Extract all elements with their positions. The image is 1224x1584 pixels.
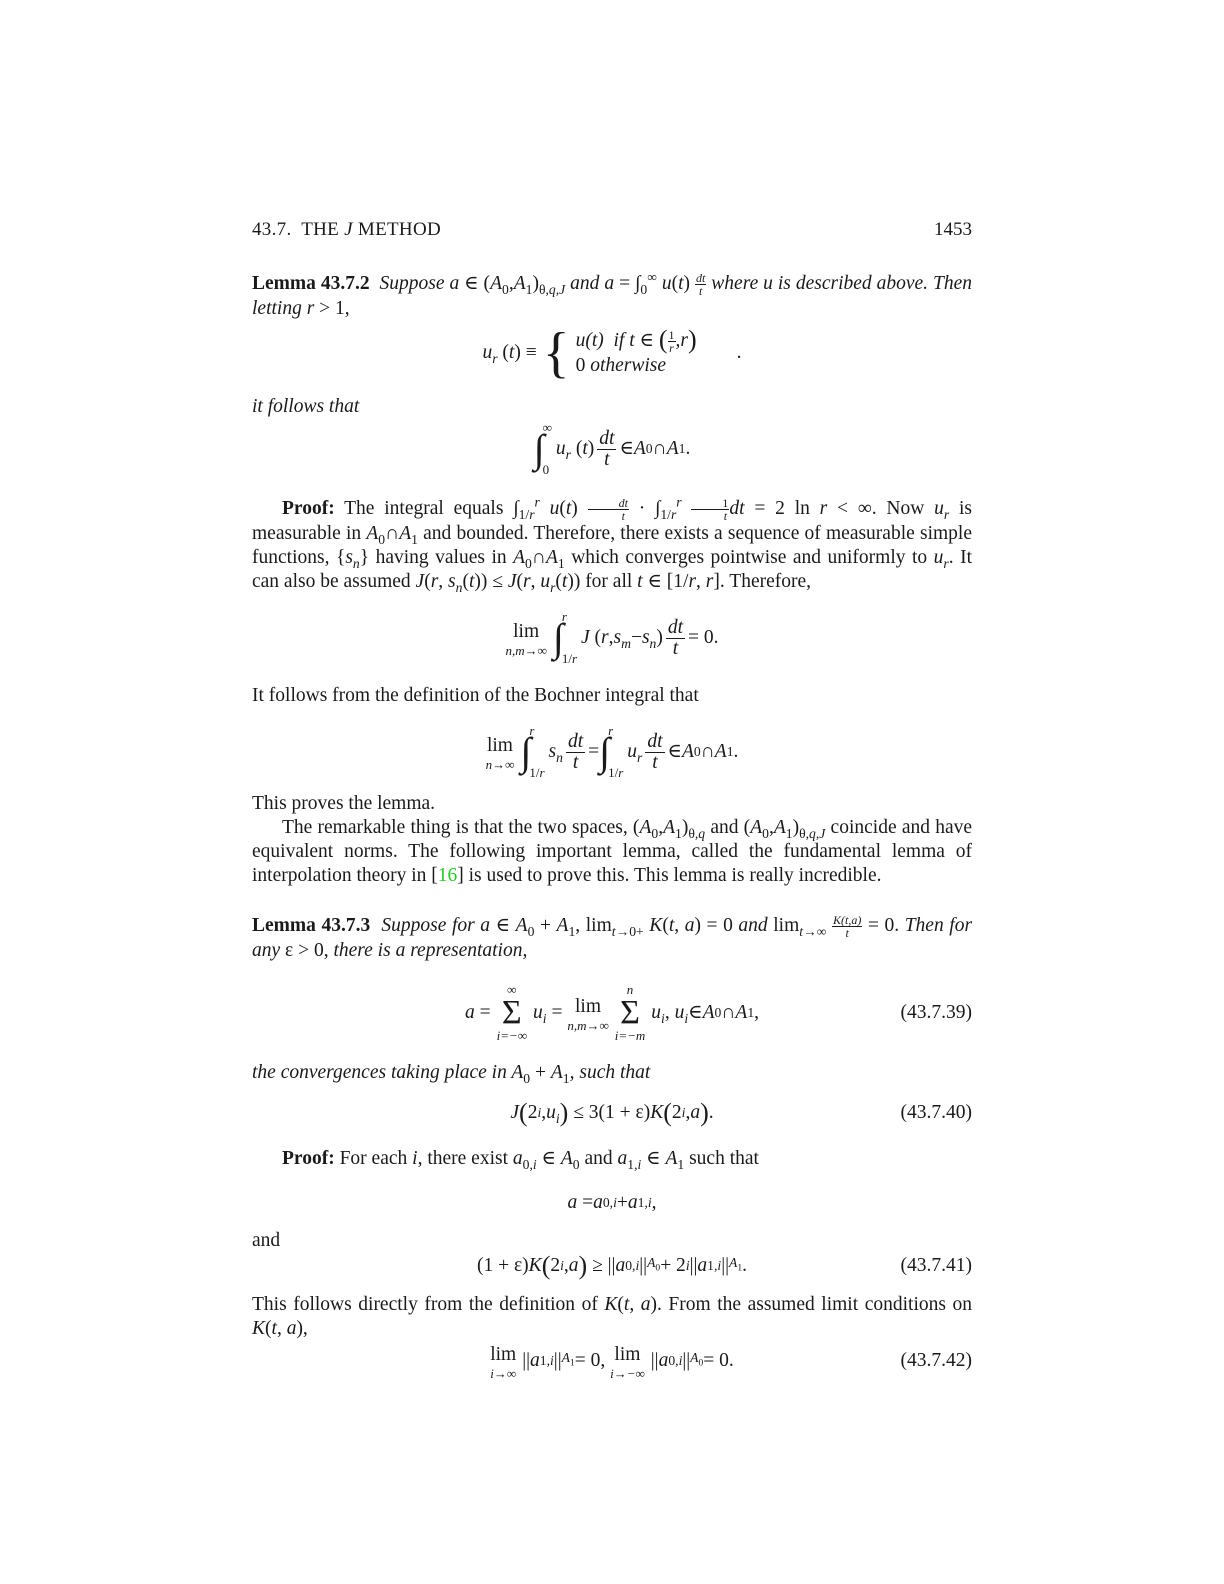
equation-43-7-41: (1 + ε) K ( 2 i , a ) ≥ || a 0,i || $A_0$ + 2 i || a 1,i || $A_1$ . (43.7.41) bbox=[476, 1251, 972, 1281]
section-title: 43.7. THE J METHOD bbox=[252, 219, 441, 240]
proof-paragraph-2: Proof: For each i, there exist $a_{0,i}$ ∈ $A_0$ and $a_{1,i}$ ∈ $A_1$ such that bbox=[282, 1148, 759, 1172]
proof-paragraph-1: Proof: The integral equals $\int_{1/r}^r$ u(t) $\frac{dt}{t}$ · $\int_{1/r}^r$ $\frac{1}{t}$ dt = 2 ln r < ∞. Now $u_r$ is measurable in $A_0\cap A_1$ and bounded. Therefore, there exists a sequence of measurable simple functions, $\{s_n\}$ having values in $A_0\cap A_1$ which converges pointwise and uniformly to $u_r$. It can also be assumed J(r, $s_n(t)) \le J(r$, $u_r(t)$) for all t ∈ [1/r, r]. Therefore, bbox=[252, 494, 973, 595]
equation-number: (43.7.42) bbox=[900, 1350, 972, 1372]
citation-link[interactable]: 16 bbox=[437, 865, 458, 887]
bochner-sentence: It follows from the definition of the Bochner integral that bbox=[252, 685, 699, 707]
equation-limit-J: lim n,m→∞ ∫ r 1/r J ( r , $s_m$ − $s_n$ ) $\frac{dt}{t}$ = 0. bbox=[505, 609, 719, 667]
equation-number: (43.7.39) bbox=[900, 1002, 972, 1024]
running-header bbox=[252, 218, 972, 242]
proof-conclusion: This proves the lemma. bbox=[252, 793, 436, 815]
remark-paragraph: The remarkable thing is that the two spaces, $(A_0,A_1)_{\theta,q}$ and $(A_0,A_1)_{\theta,q,J}$ coincide and have equivalent norms. The following important lemma, called the fundamental lemma of interpolation theory in [16] is used to prove this. This lemma is really incredible. bbox=[252, 817, 972, 887]
page bbox=[252, 218, 972, 1379]
convergence-sentence: the convergences taking place in $A_0 + A_1$, such that bbox=[252, 1062, 651, 1086]
equation-ur-integral: ∫ ∞ 0 $u_r$ ( t ) $\frac{dt}{t}$ ∈ A 0 ∩ A 1 . bbox=[533, 420, 691, 478]
equation-number: (43.7.40) bbox=[900, 1102, 972, 1124]
lemma-43-7-3-statement: Lemma 43.7.3 Suppose for a ∈ $A_0 + A_1$, $\lim_{t\to 0+} K(t$, a) = 0 and $\lim_{t\to\infty}$ $\frac{K(t,a)}{t}$ = 0. Then for any ε > 0, there is a representation, bbox=[252, 913, 973, 962]
equation-43-7-40: J ( 2 i , $u_i$ ) ≤ 3(1 + ε) K ( 2 i , a ) . (43.7.40) bbox=[510, 1098, 972, 1128]
it-follows-that: it follows that bbox=[252, 396, 360, 418]
lemma-label: Lemma 43.7.3 bbox=[252, 915, 371, 937]
equation-bochner-limit: lim n→∞ ∫ r 1/r $s_n$ $\frac{dt}{t}$ = ∫ r 1/r $u_r$ $\frac{dt}{t}$ ∈ A 0 ∩ A 1 . bbox=[485, 723, 739, 781]
equation-43-7-39: a = ∞ Σ i=−∞ $u_i$ = lim n,m→∞ n Σ i=−m $u_i$ , $u_i$ ∈ A 0 ∩ A 1 , (43.7.39) bbox=[464, 982, 972, 1044]
equation-number: (43.7.41) bbox=[900, 1255, 972, 1277]
equation-decomposition: a = a 0,i + a 1,i , bbox=[567, 1192, 657, 1214]
limit-conditions-sentence: This follows directly from the definition of K(t, a). From the assumed limit conditions on K(t, a), bbox=[252, 1294, 972, 1340]
equation-ur-definition: $u_r$ ( t ) ≡ { u(t) if t ∈ ( $\frac{1}{r}$ ,r) 0 otherwise . bbox=[482, 322, 742, 385]
and-word: and bbox=[252, 1230, 281, 1252]
lemma-43-7-2-statement: Lemma 43.7.2 Suppose a ∈ $(A_0,A_1)_{\theta,q,J}$ and $a = \int_0^\infty$ u(t) $\frac{dt}{t}$ where u is described above. Then letting r > 1, bbox=[252, 269, 972, 320]
proof-label: Proof: bbox=[282, 498, 335, 520]
page-number: 1453 bbox=[934, 219, 972, 240]
proof-label: Proof: bbox=[282, 1148, 335, 1170]
lemma-label: Lemma 43.7.2 bbox=[252, 273, 370, 294]
equation-43-7-42: lim i→∞ || a 1,i || $A_1$ = 0, lim i→−∞ || a 0,i || $A_0$ = 0. (43.7.42) bbox=[490, 1343, 972, 1381]
